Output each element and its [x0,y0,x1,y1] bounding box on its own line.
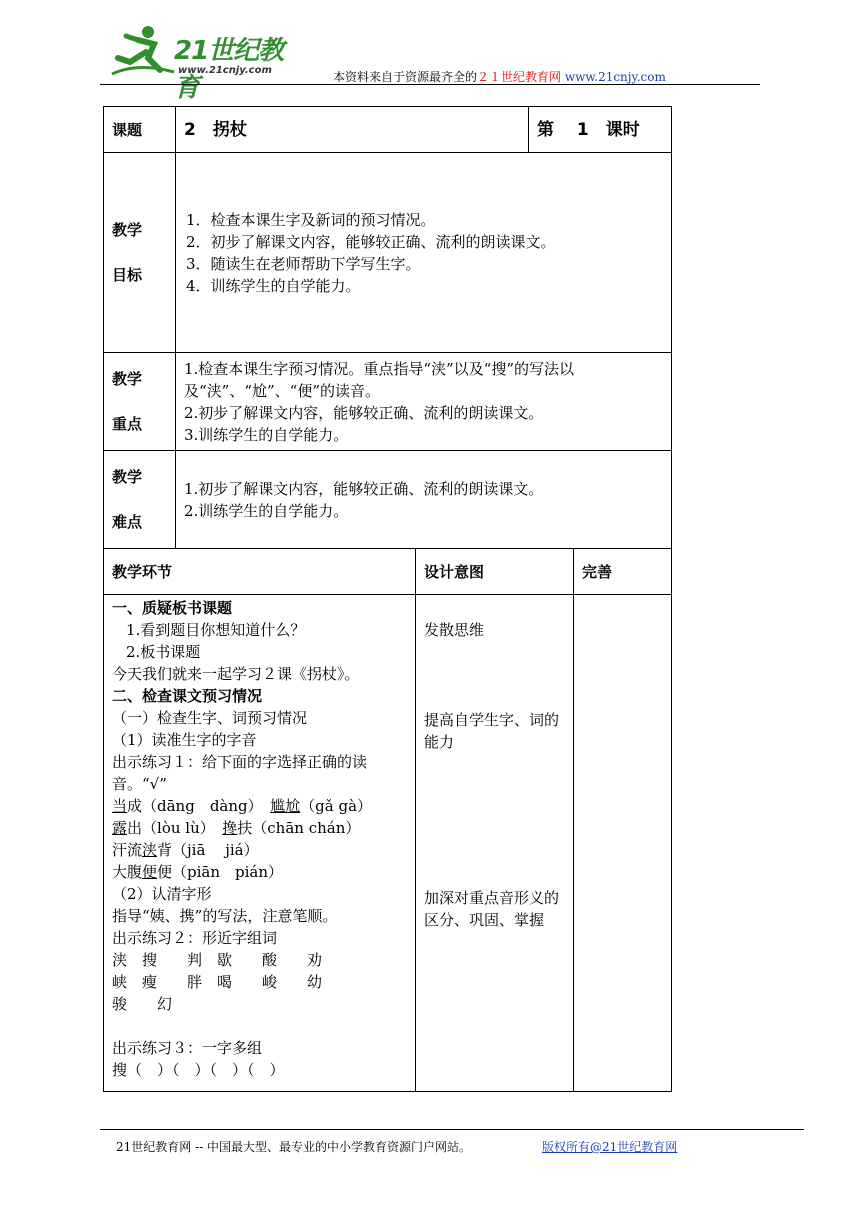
exercise-1: 出示练习１：给下面的字选择正确的读音。“√” [112,753,368,793]
objectives-label-line1: 教学 [112,220,143,239]
underlined-char: 当 [112,797,128,815]
process-subtitle: （2）认清字形 [112,885,212,903]
pinyin-text: 汗流 [112,841,143,859]
objectives-content [176,153,672,353]
process-subtitle: （一）检查生字、词预习情况 [112,709,308,727]
objective-item: 2．初步了解课文内容，能够较正确、流利的朗读课文。 [186,232,556,251]
char-row: 搜（ ）（ ）（ ）（ ） [112,1061,285,1079]
underlined-char: 浃 [142,841,158,859]
section-title: 一、质疑板书课题 [112,599,233,617]
objectives-row [104,153,672,353]
exercise-3: 出示练习３：一字多组 [112,1039,263,1057]
pinyin-text: 扶（chān chán） [237,819,361,837]
difficult-points-content [176,451,672,549]
process-item: 2.板书课题 [126,643,201,661]
process-content [104,595,416,1092]
spacer [112,1015,407,1037]
difficult-label-line1: 教学 [112,467,143,486]
process-row [104,595,672,1092]
difficult-points-row [104,451,672,549]
logo-url: www.21cnjy.com [178,65,272,76]
logo-title: 21世纪教育 [174,36,284,103]
objectives-label [104,153,176,353]
pinyin-text: （gǎ gà） [300,797,373,815]
key-point-item: 3.训练学生的自学能力。 [184,425,349,444]
char-row: 峡 瘦 胖 喝 峻 幼 [112,973,323,991]
process-text: 指导“姨、携”的写法，注意笔顺。 [112,907,338,925]
pinyin-text: 大腹 [112,863,143,881]
runner-logo-icon [108,22,178,82]
page-header [100,22,760,103]
exercise-2: 出示练习２：形近字组词 [112,929,278,947]
difficult-points-label [104,451,176,549]
intent-item: 加深对重点音形义的区分、巩固、掌握 [424,889,560,929]
spacer [424,641,565,709]
char-row: 骏 幻 [112,995,173,1013]
pinyin-text: 便（piān pián） [157,863,284,881]
intent-item: 提高自学生字、词的能力 [424,711,560,751]
column-header-row [104,549,672,595]
key-label-line1: 教学 [112,369,143,388]
intent-item: 发散思维 [424,621,485,639]
difficult-point-item: 2.训练学生的自学能力。 [184,501,349,520]
pinyin-line [112,839,407,861]
process-subtitle: （1）读准生字的字音 [112,731,257,749]
pinyin-text: 成（dāng dàng） [127,797,256,815]
difficult-point-item: 1.初步了解课文内容，能够较正确、流利的朗读课文。 [184,479,544,498]
footer-text: 21世纪教育网 -- 中国最大型、最专业的中小学教育资源门户网站。 [116,1140,472,1154]
underlined-char: 露 [112,819,128,837]
col-process-header: 教学环节 [104,549,416,595]
key-points-content [176,353,672,451]
site-logo [108,22,308,103]
section-title: 二、检查课文预习情况 [112,687,263,705]
underlined-char: 搀 [222,819,238,837]
difficult-label-line2: 难点 [112,512,143,531]
objectives-label-line2: 目标 [112,265,143,284]
objective-item: 1．检查本课生字及新词的预习情况。 [186,210,436,229]
pinyin-line [112,817,407,839]
underlined-char: 尴尬 [270,797,301,815]
header-divider [100,84,760,85]
char-row: 浃 搜 判 歇 酸 劝 [112,951,323,969]
key-points-row [104,353,672,451]
spacer [424,753,565,887]
process-text: 今天我们就来一起学习２课《拐杖》。 [112,665,360,683]
pinyin-text: 出（lòu lù） [127,819,208,837]
topic-value: 2 拐杖 [176,107,529,153]
key-points-label [104,353,176,451]
improve-content [574,595,672,1092]
underlined-char: 便 [142,863,158,881]
process-item: 1.看到题目你想知道什么？ [126,621,306,639]
header-note-brand[interactable]: ２１世纪教育网 [477,70,562,84]
topic-label: 课题 [104,107,176,153]
pinyin-text: 背（jiā jiá） [157,841,259,859]
objective-item: 4．训练学生的自学能力。 [186,276,361,295]
key-point-item: 2.初步了解课文内容，能够较正确、流利的朗读课文。 [184,403,544,422]
key-point-item: 1.检查本课生字预习情况。重点指导“浃”以及“搜”的写法以及“浃”、“尬”、“便”的读音。 [184,359,574,400]
footer-copyright-link[interactable]: 版权所有@21世纪教育网 [542,1140,678,1154]
col-improve-header: 完善 [574,549,672,595]
topic-row [104,107,672,153]
key-label-line2: 重点 [112,414,143,433]
footer-divider [100,1129,804,1130]
intent-content [416,595,574,1092]
lesson-plan-table [103,106,672,1092]
header-note-url[interactable]: www.21cnjy.com [564,70,666,84]
header-note-prefix: 本资料来自于资源最齐全的 [333,70,478,84]
pinyin-line [112,795,407,817]
col-intent-header: 设计意图 [416,549,574,595]
period-label: 第 1 课时 [529,107,672,153]
header-source-note [333,68,666,85]
objective-item: 3．随读生在老师帮助下学写生字。 [186,254,421,273]
pinyin-line [112,861,407,883]
